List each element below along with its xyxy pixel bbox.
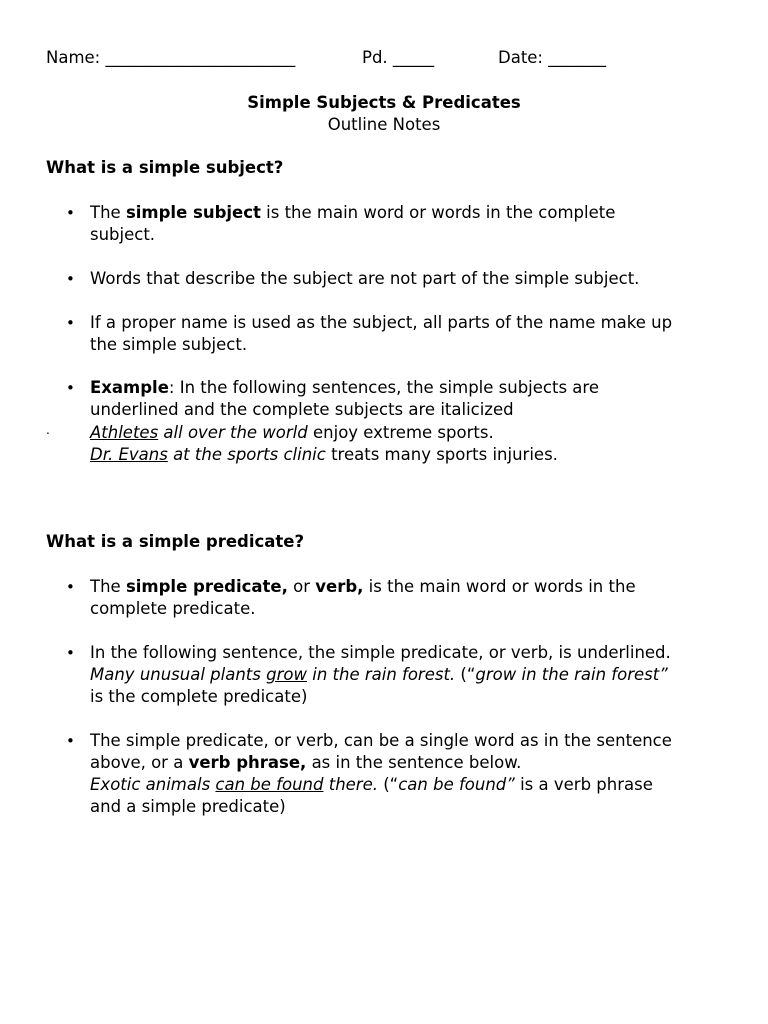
bold-term: Example [90,378,169,397]
subject-bullet-2: Words that describe the subject are not part of the simple subject. [90,269,640,288]
bold-term: verb phrase, [188,753,307,772]
text: treats many sports injuries. [325,445,558,464]
italic-text: at the sports clinic [167,445,326,464]
pd-label: Pd. [362,48,388,67]
subject-bullet-3: If a proper name is used as the subject, all parts of the name make up [90,313,673,332]
predicate-bullet-1 [90,576,636,598]
italic-text: can be found” [398,775,515,794]
section-heading-subject: What is a simple subject? [46,158,284,177]
date-label: Date: [498,48,543,67]
italic-text: Many unusual plants [90,665,267,684]
text: is a verb phrase [514,775,653,794]
text: as in the sentence below. [306,753,522,772]
example-sentence-1 [90,422,494,444]
page-subtitle: Outline Notes [327,115,441,134]
predicate-bullet-2-line-3: is the complete predicate) [90,687,308,706]
text: is the main word or words in the [363,577,636,596]
bold-term: verb, [315,577,364,596]
bullet-icon: • [66,379,75,397]
predicate-bullet-2-example [90,664,668,686]
predicate-bullet-3: The simple predicate, or verb, can be a single word as in the sentence [90,731,672,750]
text: above, or a [90,753,189,772]
predicate-bullet-3-line-2 [90,752,521,774]
subject-bullet-1 [90,202,615,224]
predicate-bullet-2: In the following sentence, the simple predicate, or verb, is underlined. [90,643,671,662]
italic-text: in the rain forest. [306,665,456,684]
italic-text: there. [323,775,378,794]
bold-term: simple predicate, [125,577,288,596]
bold-term: simple subject [125,203,261,222]
bullet-icon: • [66,732,75,750]
underlined-subject: Athletes [90,423,159,442]
italic-text: Exotic animals [90,775,216,794]
bullet-icon: • [66,578,75,596]
predicate-bullet-3-line-4: and a simple predicate) [90,797,286,816]
text: is the main word or words in the complete [260,203,616,222]
predicate-bullet-3-example [90,774,653,796]
text: : In the following sentences, the simple subjects are [168,378,599,397]
italic-text: grow in the rain forest” [475,665,668,684]
subject-bullet-1-line-2: subject. [90,225,156,244]
underlined-verb: can be found [215,775,324,794]
section-heading-predicate: What is a simple predicate? [46,532,305,551]
bullet-icon: • [66,204,75,222]
name-line [46,48,295,67]
bullet-icon: • [66,270,75,288]
date-blank: _______ [548,48,606,67]
stray-mark: . [46,423,50,437]
subject-bullet-4-line-2: underlined and the complete subjects are italicized [90,400,514,419]
date-line [498,48,606,67]
bullet-icon: • [66,644,75,662]
subject-bullet-4 [90,377,599,399]
text: enjoy extreme sports. [307,423,494,442]
text: (“ [378,775,399,794]
name-label: Name: [46,48,101,67]
pd-line [362,48,434,67]
pd-blank: _____ [392,48,435,67]
bullet-icon: • [66,314,75,332]
page-title: Simple Subjects & Predicates [247,93,521,112]
predicate-bullet-1-line-2: complete predicate. [90,599,256,618]
text: or [287,577,316,596]
underlined-subject: Dr. Evans [90,445,168,464]
underlined-verb: grow [266,665,307,684]
name-blank: _______________________ [105,48,296,67]
text: (“ [455,665,476,684]
subject-bullet-3-line-2: the simple subject. [90,335,248,354]
text: The [90,577,126,596]
italic-text: all over the world [158,423,308,442]
text: The [90,203,126,222]
example-sentence-2 [90,444,558,466]
